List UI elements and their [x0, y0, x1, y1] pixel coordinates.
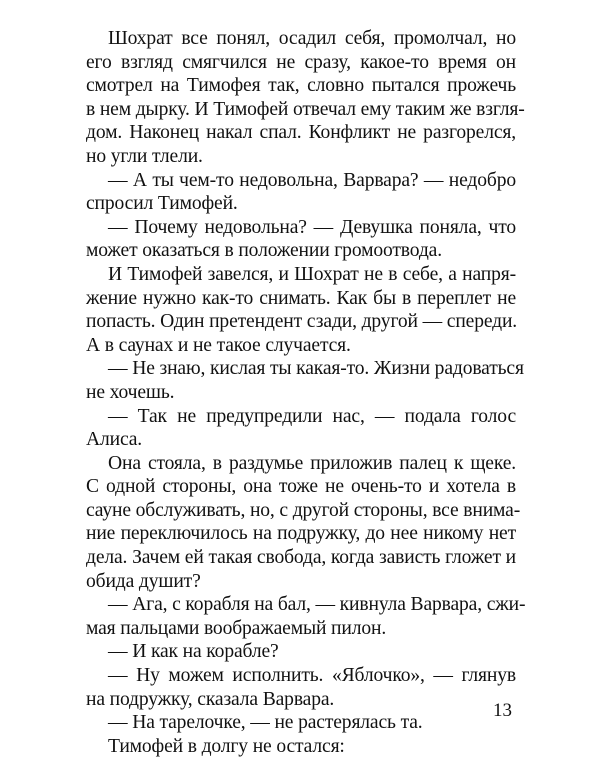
text-line: в нем дырку. И Тимофей отвечал ему таким же взгля-: [86, 98, 525, 120]
text-line: — Почему недовольна? — Девушка поняла, что: [108, 216, 516, 238]
body-text: [86, 27, 526, 758]
text-line: — Ну можем исполнить. «Яблочко», — глянув: [108, 665, 516, 687]
text-line: сауне обслуживать, но, с другой стороны, все внима-: [86, 499, 521, 521]
text-line: мая пальцами воображаемый пилон.: [86, 617, 387, 639]
text-line: — А ты чем-то недовольна, Варвара? — недобро: [108, 169, 516, 191]
text-line: И Тимофей завелся, и Шохрат не в себе, а напря-: [108, 263, 516, 285]
text-line: жение нужно как-то снимать. Как бы в переплет не: [86, 287, 516, 309]
page-number: 13: [493, 700, 512, 721]
text-line: ние переключилось на подружку, до нее никому нет: [86, 523, 516, 545]
text-line: Тимофей в долгу не остался:: [108, 735, 345, 757]
text-line: — На тарелочке, — не растерялась та.: [108, 712, 423, 734]
text-line: не хочешь.: [86, 381, 175, 403]
text-line: — Ага, с корабля на бал, — кивнула Варвара, сжи-: [108, 594, 526, 616]
text-line: дела. Зачем ей такая свобода, когда зависть гложет и: [86, 547, 516, 569]
text-line: Алиса.: [86, 429, 143, 451]
text-line: попасть. Один претендент сзади, другой — спереди.: [86, 311, 518, 333]
text-line: спросил Тимофей.: [86, 193, 238, 215]
text-line: — Так не предупредили нас, — подала голос: [108, 405, 516, 427]
text-line: Шохрат все понял, осадил себя, промолчал, но: [108, 28, 516, 49]
text-line: на подружку, сказала Варвара.: [86, 688, 335, 710]
text-line: обида душит?: [86, 570, 201, 592]
text-line: дом. Наконец накал спал. Конфликт не разгорелся,: [86, 122, 516, 144]
text-line: — И как на корабле?: [108, 641, 279, 663]
text-line: — Не знаю, кислая ты какая-то. Жизни радоваться: [108, 358, 524, 380]
text-line: Она стояла, в раздумье приложив палец к щеке.: [108, 452, 516, 474]
text-line: А в саунах и не такое случается.: [86, 334, 351, 356]
text-line: но угли тлели.: [86, 145, 203, 167]
text-line: может оказаться в положении громоотвода.: [86, 240, 442, 262]
text-line: С одной стороны, она тоже не очень-то и хотела в: [86, 476, 516, 498]
text-line: смотрел на Тимофея так, словно пытался прожечь: [86, 75, 516, 97]
text-line: его взгляд смягчился не сразу, какое-то время он: [86, 51, 516, 73]
